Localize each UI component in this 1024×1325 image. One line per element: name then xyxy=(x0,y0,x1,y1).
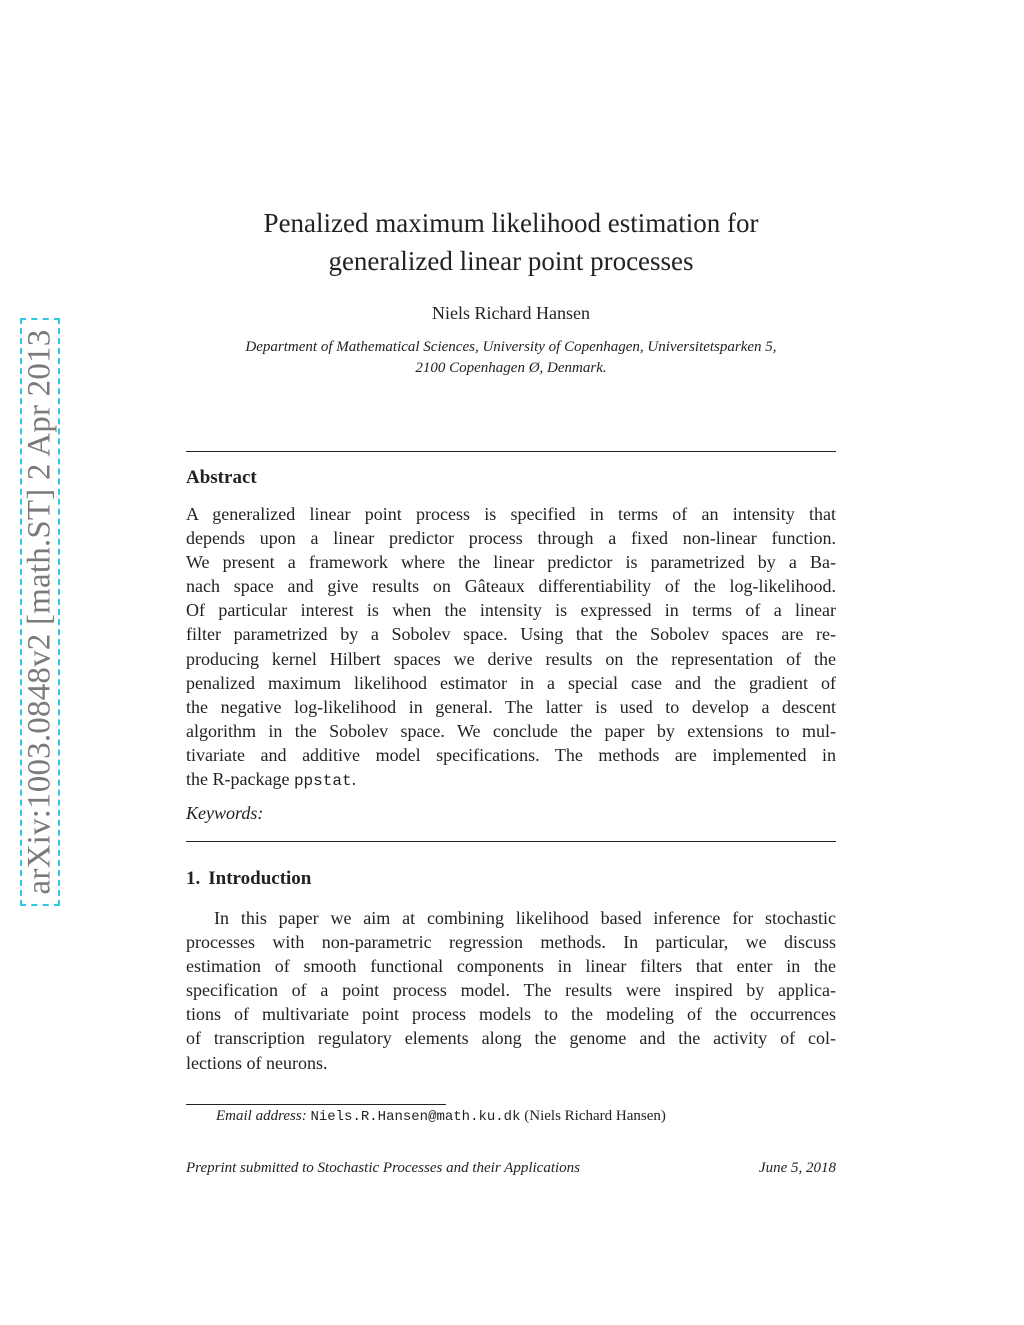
affiliation-line-1: Department of Mathematical Sciences, University of Copenhagen, Universitetsparken 5, xyxy=(245,339,777,355)
affiliation xyxy=(186,337,836,379)
paper-title xyxy=(186,204,836,280)
abstract-last-line xyxy=(186,767,836,791)
abstract-body xyxy=(186,502,836,791)
intro-line: specification of a point process model. The results were inspired by applica- xyxy=(186,980,836,1001)
abstract-line: depends upon a linear predictor process through a fixed non-linear function. xyxy=(186,528,836,549)
title-line-1: Penalized maximum likelihood estimation for xyxy=(263,208,759,238)
footnote-label: Email address: xyxy=(216,1108,307,1124)
abstract-line: tivariate and additive model specifications. The methods are implemented in xyxy=(186,744,836,765)
footer-date: June 5, 2018 xyxy=(758,1160,836,1176)
abstract-line: penalized maximum likelihood estimator in a special case and the gradient of xyxy=(186,672,836,693)
abstract-top-rule xyxy=(186,451,836,452)
arxiv-stamp xyxy=(20,318,60,906)
introduction-body xyxy=(186,906,836,1075)
email-link[interactable]: Niels.R.Hansen@math.ku.dk xyxy=(310,1109,521,1125)
section-number: 1. xyxy=(186,868,201,889)
abstract-last-line-suffix: . xyxy=(351,769,357,790)
abstract-line: nach space and give results on Gâteaux differentiability of the log-likelihood. xyxy=(186,576,836,597)
abstract-line: Of particular interest is when the intensity is expressed in terms of a linear xyxy=(186,600,836,621)
section-title: Introduction xyxy=(208,868,312,889)
abstract-line: We present a framework where the linear predictor is parametrized by a Ba- xyxy=(186,552,836,573)
footnote-rule xyxy=(186,1104,446,1105)
footnote xyxy=(216,1108,666,1125)
abstract-line: A generalized linear point process is specified in terms of an intensity that xyxy=(186,504,836,524)
affiliation-line-2: 2100 Copenhagen Ø, Denmark. xyxy=(415,360,607,376)
intro-line: estimation of smooth functional components in linear filters that enter in the xyxy=(186,956,836,977)
title-line-2: generalized linear point processes xyxy=(328,246,694,276)
footer-preprint: Preprint submitted to Stochastic Processes and their Applications xyxy=(186,1160,580,1176)
keywords-label: Keywords: xyxy=(186,803,264,823)
arxiv-stamp-text: arXiv:1003.0848v2 [math.ST] 2 Apr 2013 xyxy=(21,329,58,895)
intro-line: processes with non-parametric regression methods. In particular, we discuss xyxy=(186,932,836,953)
abstract-line: filter parametrized by a Sobolev space. Using that the Sobolev spaces are re- xyxy=(186,624,836,645)
abstract-line: algorithm in the Sobolev space. We conclude the paper by extensions to mul- xyxy=(186,720,836,741)
author-name: Niels Richard Hansen xyxy=(432,303,590,323)
section-heading-introduction xyxy=(186,868,311,890)
intro-line: of transcription regulatory elements along the genome and the activity of col- xyxy=(186,1028,836,1049)
abstract-bottom-rule xyxy=(186,841,836,842)
abstract-last-line-prefix: the R-package xyxy=(186,769,294,790)
abstract-heading: Abstract xyxy=(186,467,257,488)
abstract-line: the negative log-likelihood in general. The latter is used to develop a descent xyxy=(186,696,836,717)
intro-line: In this paper we aim at combining likelihood based inference for stochastic xyxy=(214,908,836,928)
package-name: ppstat xyxy=(293,772,352,791)
intro-line: tions of multivariate point process models to the modeling of the occurrences xyxy=(186,1004,836,1025)
intro-line: lections of neurons. xyxy=(186,1052,328,1073)
abstract-line: producing kernel Hilbert spaces we derive results on the representation of the xyxy=(186,648,836,669)
footnote-name: (Niels Richard Hansen) xyxy=(524,1108,666,1124)
